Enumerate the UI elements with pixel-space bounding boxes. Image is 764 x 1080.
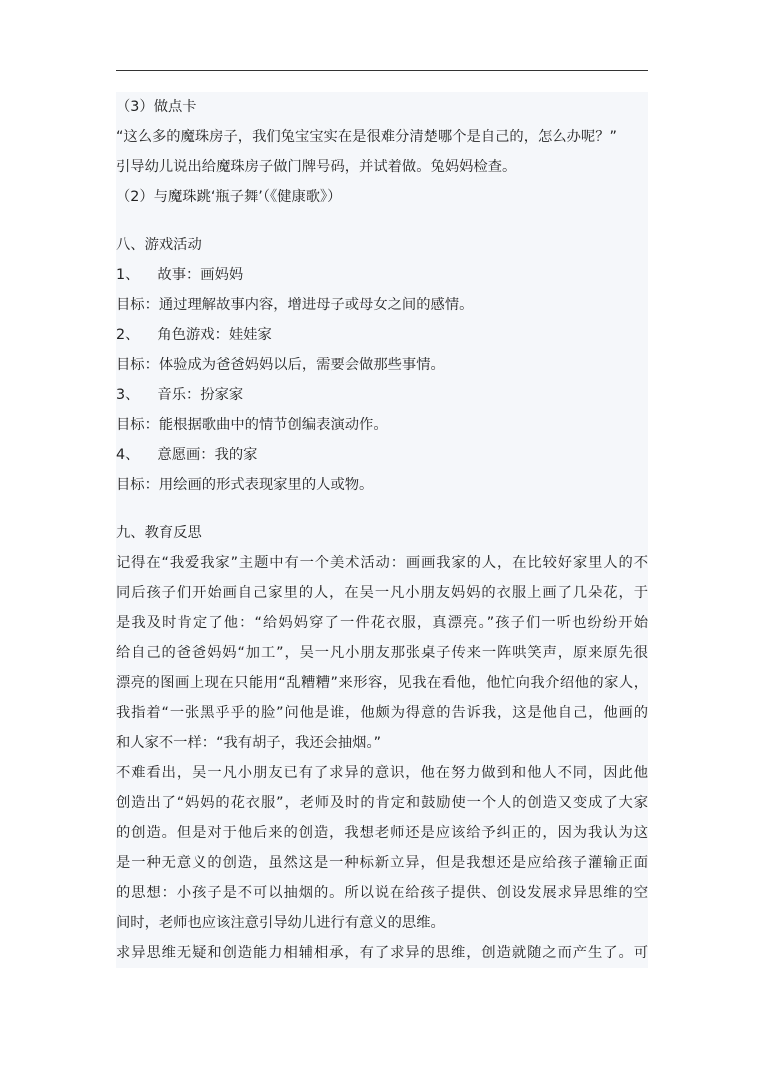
activity-2-goal: 目标：体验成为爸爸妈妈以后，需要会做那些事情。	[116, 357, 445, 373]
paragraph-line: “这么多的魔珠房子，我们兔宝宝实在是很难分清楚哪个是自己的，怎么办呢？”	[116, 129, 617, 145]
activity-4-goal: 目标：用绘画的形式表现家里的人或物。	[116, 477, 374, 493]
reflection-line: 求异思维无疑和创造能力相辅相承，有了求异的思维，创造就随之而产生了。可	[116, 945, 648, 961]
header-rule	[116, 70, 648, 71]
reflection-line: 是一种无意义的创造，虽然这是一种标新立异，但是我想还是应给孩子灌输正面	[116, 855, 648, 871]
activity-number: 1、	[116, 267, 140, 283]
reflection-line: 同后孩子们开始画自己家里的人，在吴一凡小朋友妈妈的衣服上画了几朵花，于	[116, 585, 648, 601]
reflection-line: 记得在“我爱我家”主题中有一个美术活动：画画我家的人，在比较好家里人的不	[116, 555, 648, 571]
activity-name: 故事：画妈妈	[157, 267, 244, 283]
activity-name: 意愿画：我的家	[157, 447, 258, 463]
activity-1-goal: 目标：通过理解故事内容，增进母子或母女之间的感情。	[116, 297, 474, 313]
reflection-line: 漂亮的图画上现在只能用“乱糟糟”来形容，见我在看他，他忙向我介绍他的家人，	[116, 675, 648, 691]
reflection-line: 间时，老师也应该注意引导幼儿进行有意义的思维。	[116, 915, 445, 931]
reflection-line: 我指着“一张黑乎乎的脸”问他是谁，他颇为得意的告诉我，这是他自己，他画的	[116, 705, 648, 721]
reflection-line: 和人家不一样：“我有胡子，我还会抽烟。”	[116, 735, 382, 751]
activity-1-title	[116, 265, 243, 285]
reflection-line: 是我及时肯定了他：“给妈妈穿了一件花衣服，真漂亮。”孩子们一听也纷纷开始	[116, 615, 648, 631]
document-body	[116, 92, 648, 968]
reflection-line: 的创造。但是对于他后来的创造，我想老师还是应该给予纠正的，因为我认为这	[116, 825, 648, 841]
activity-name: 音乐：扮家家	[157, 387, 244, 403]
reflection-line: 给自己的爸爸妈妈“加工”，吴一凡小朋友那张桌子传来一阵哄笑声，原来原先很	[116, 645, 648, 661]
activity-number: 2、	[116, 327, 140, 343]
activity-3-title	[116, 385, 243, 405]
activity-number: 4、	[116, 447, 140, 463]
reflection-line: 的思想：小孩子是不可以抽烟的。所以说在给孩子提供、创设发展求异思维的空	[116, 885, 648, 901]
section-item-3: （3）做点卡	[116, 99, 197, 115]
reflection-line: 创造出了“妈妈的花衣服”，老师及时的肯定和鼓励使一个人的创造又变成了大家	[116, 795, 648, 811]
activity-number: 3、	[116, 387, 140, 403]
activity-2-title	[116, 325, 272, 345]
activity-name: 角色游戏：娃娃家	[157, 327, 272, 343]
heading-education-reflection: 九、教育反思	[116, 525, 202, 541]
heading-game-activities: 八、游戏活动	[116, 237, 202, 253]
activity-3-goal: 目标：能根据歌曲中的情节创编表演动作。	[116, 417, 388, 433]
reflection-line: 不难看出，吴一凡小朋友已有了求异的意识，他在努力做到和他人不同，因此他	[116, 765, 648, 781]
section-item-2: （2）与魔珠跳‘瓶子舞’（《健康歌》）	[116, 189, 342, 205]
activity-4-title	[116, 445, 257, 465]
paragraph-line: 引导幼儿说出给魔珠房子做门牌号码，并试着做。兔妈妈检查。	[116, 159, 517, 175]
